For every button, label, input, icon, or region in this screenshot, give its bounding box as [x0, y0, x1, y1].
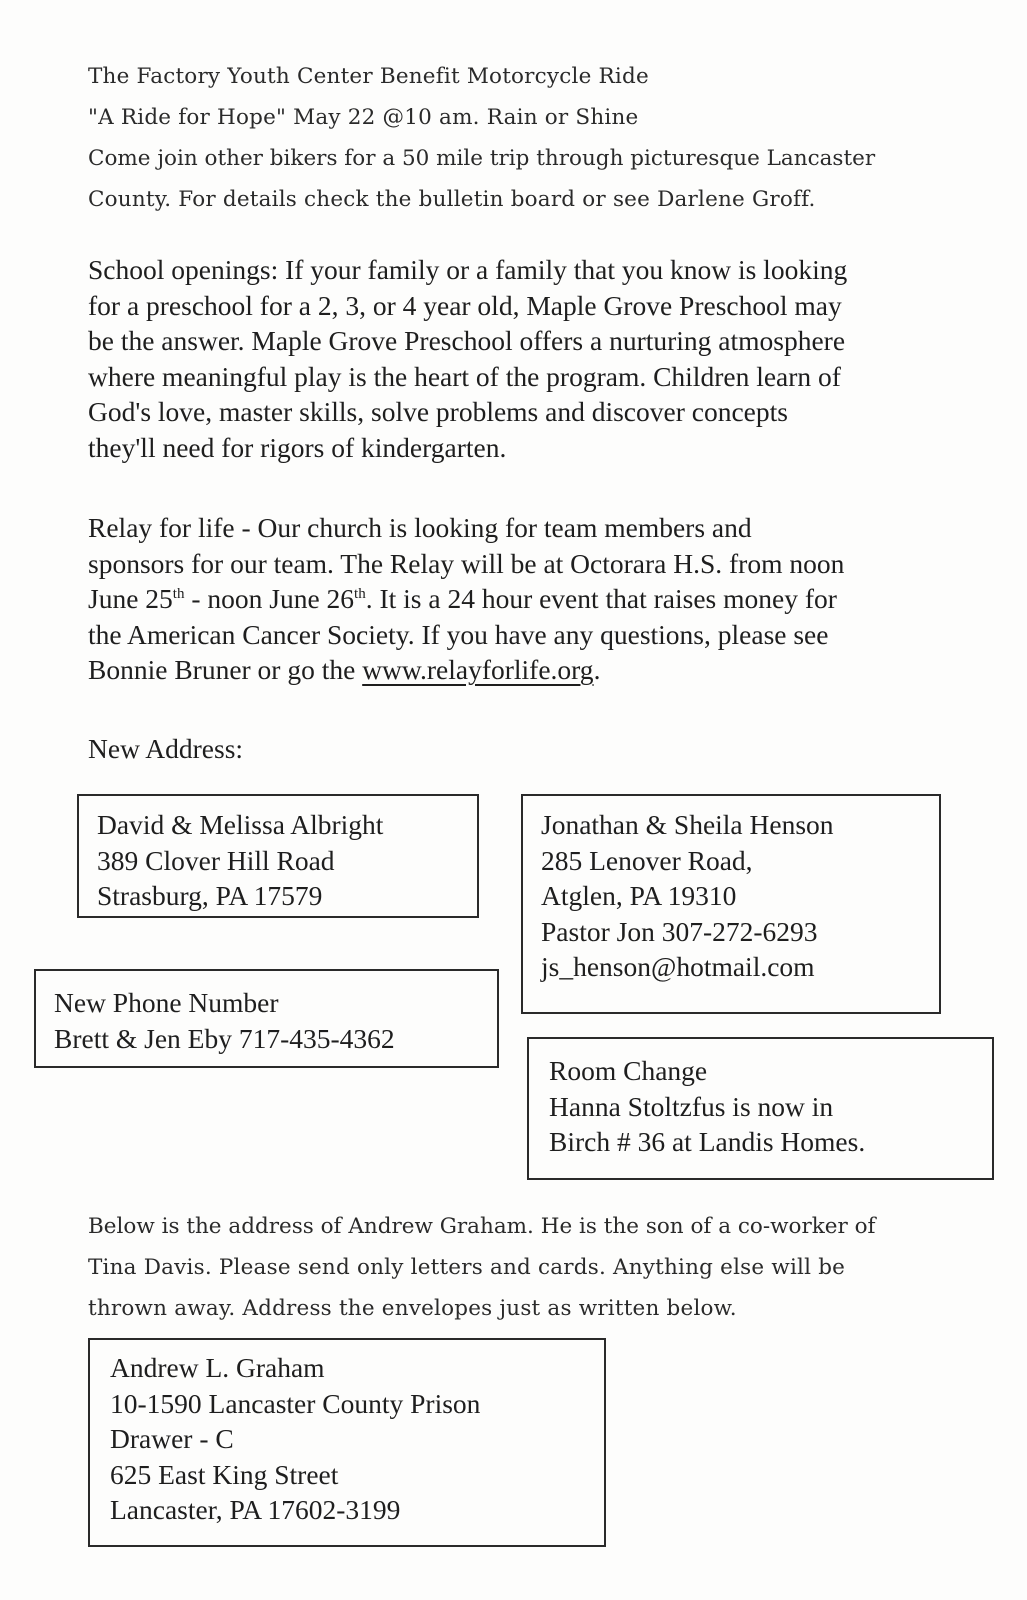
relay-date-end: - noon June 26 — [184, 583, 355, 614]
albright-name: David & Melissa Albright — [97, 809, 384, 840]
graham-city: Lancaster, PA 17602-3199 — [110, 1494, 401, 1525]
henson-phone: Pastor Jon 307-272-6293 — [541, 915, 818, 947]
new-phone-box — [34, 969, 499, 1068]
relay-line-2: sponsors for our team. The Relay will be at Octorara H.S. from noon — [88, 547, 845, 579]
school-line-1: School openings: If your family or a family that you know is looking — [88, 254, 848, 285]
room-change-box — [527, 1037, 994, 1180]
albright-city: Strasburg, PA 17579 — [97, 880, 323, 911]
motorcycle-ride-notice — [88, 56, 875, 220]
graham-address-box — [88, 1338, 606, 1547]
henson-address-box — [521, 794, 941, 1014]
relay-line-5-text: Bonnie Bruner or go the — [88, 654, 363, 685]
relay-ordinal-1: th — [172, 585, 185, 602]
albright-street: 389 Clover Hill Road — [97, 844, 335, 876]
relay-period: . — [593, 654, 601, 685]
albright-address-box — [77, 794, 479, 918]
relay-date-start: June 25 — [88, 583, 173, 614]
phone-title: New Phone Number — [54, 987, 279, 1018]
room-change-line-1: Hanna Stoltzfus is now in — [549, 1090, 834, 1122]
graham-note-line-2: Tina Davis. Please send only letters and cards. Anything else will be — [88, 1255, 846, 1280]
relay-for-life-notice — [88, 510, 844, 688]
school-line-2: for a preschool for a 2, 3, or 4 year old, Maple Grove Preschool may — [88, 289, 842, 321]
relay-line-3-rest: . It is a 24 hour event that raises money for — [365, 583, 837, 614]
motorcycle-line-1: The Factory Youth Center Benefit Motorcycle Ride — [88, 64, 649, 89]
graham-street: 625 East King Street — [110, 1458, 339, 1490]
new-address-heading: New Address: — [88, 733, 244, 764]
school-line-5: God's love, master skills, solve problems and discover concepts — [88, 396, 788, 427]
school-line-4: where meaningful play is the heart of the program. Children learn of — [88, 360, 841, 392]
school-line-3: be the answer. Maple Grove Preschool offers a nurturing atmosphere — [88, 325, 846, 356]
henson-email: js_henson@hotmail.com — [541, 951, 815, 982]
relay-line-4: the American Cancer Society. If you have any questions, please see — [88, 618, 829, 650]
relay-ordinal-2: th — [354, 585, 366, 602]
graham-note-line-3: thrown away. Address the envelopes just as written below. — [88, 1296, 737, 1321]
graham-name: Andrew L. Graham — [110, 1352, 325, 1383]
room-change-line-2: Birch # 36 at Landis Homes. — [549, 1126, 866, 1157]
relay-line-5 — [88, 652, 844, 688]
graham-note — [88, 1206, 876, 1329]
room-change-title: Room Change — [549, 1055, 708, 1086]
school-openings-notice — [88, 252, 847, 465]
phone-entry: Brett & Jen Eby 717-435-4362 — [54, 1022, 395, 1054]
henson-street: 285 Lenover Road, — [541, 844, 753, 876]
graham-note-line-1: Below is the address of Andrew Graham. He is the son of a co-worker of — [88, 1214, 876, 1239]
relay-website-link[interactable]: www.relayforlife.org — [362, 654, 594, 685]
motorcycle-line-2: "A Ride for Hope" May 22 @10 am. Rain or Shine — [88, 105, 639, 130]
graham-inmate-number: 10-1590 Lancaster County Prison — [110, 1387, 481, 1419]
school-line-6: they'll need for rigors of kindergarten. — [88, 431, 507, 463]
motorcycle-line-3: Come join other bikers for a 50 mile trip through picturesque Lancaster — [88, 146, 876, 171]
relay-line-1: Relay for life - Our church is looking for team members and — [88, 512, 752, 543]
henson-name: Jonathan & Sheila Henson — [541, 809, 834, 840]
henson-city: Atglen, PA 19310 — [541, 880, 737, 911]
graham-drawer: Drawer - C — [110, 1423, 234, 1454]
relay-line-3 — [88, 581, 844, 617]
motorcycle-line-4: County. For details check the bulletin board or see Darlene Groff. — [88, 187, 816, 212]
